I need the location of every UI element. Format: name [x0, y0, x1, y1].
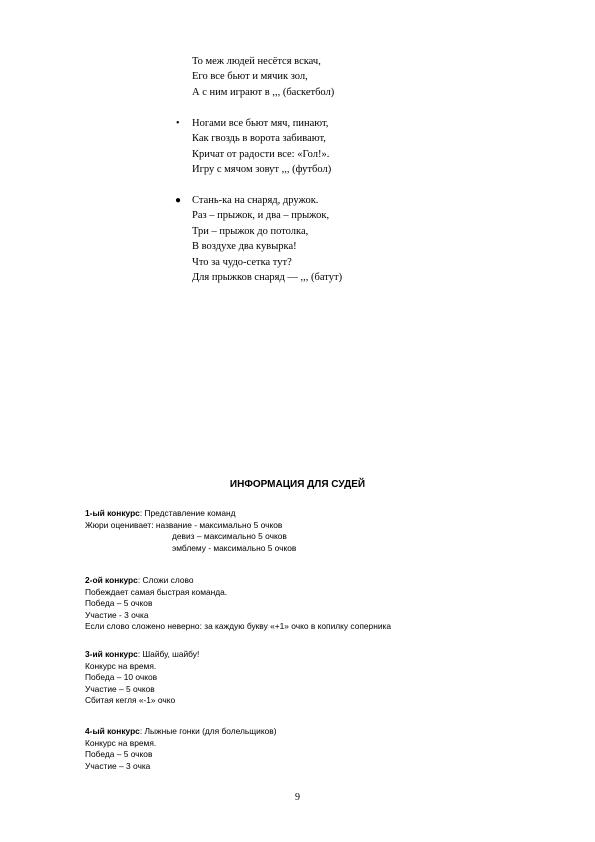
poem-line: Игру с мячом зовут ,,, (футбол): [192, 164, 332, 176]
contest-name: 1-ый конкурс: [85, 508, 140, 518]
contest-heading: 1-ый конкурс: Представление команд: [85, 508, 236, 518]
riddle-trampoline: [192, 193, 342, 285]
poem-line: Как гвоздь в ворота забивают,: [192, 133, 326, 145]
contest-title: Представление команд: [144, 508, 236, 518]
contest-line: Конкурс на время.: [85, 660, 157, 671]
contest-line: Жюри оценивает: название - максимально 5 очков: [85, 519, 283, 530]
poem-line: А с ним играют в ,,, (баскетбол): [192, 86, 335, 98]
contest-title: Лыжные гонки (для болельщиков): [144, 726, 277, 736]
poem-line: Раз – прыжок, и два – прыжок,: [192, 210, 330, 222]
contest-line: Если слово сложено неверно: за каждую букву «+1» очко в копилку соперника: [85, 621, 392, 632]
poem-line: Его все бьют и мячик зол,: [192, 71, 308, 83]
contest-3: [85, 649, 199, 707]
contest-line: Участие – 5 очков: [85, 683, 155, 694]
bullet-icon: •: [176, 118, 180, 129]
poem-line: Кричат от радости все: «Гол!».: [192, 148, 330, 160]
contest-line: Участие - 3 очка: [85, 609, 149, 620]
contest-1: [85, 508, 296, 554]
contest-name: 3-ий конкурс: [85, 649, 138, 659]
contest-line: Конкурс на время.: [85, 737, 157, 748]
contest-heading: 2-ой конкурс: Сложи слово: [85, 575, 194, 585]
contest-line: эмблему - максимально 5 очков: [172, 542, 297, 553]
poem-line: Три – прыжок до потолка,: [192, 225, 309, 237]
contest-4: [85, 726, 277, 772]
contest-line: Побеждает самая быстрая команда.: [85, 586, 228, 597]
poem-line: Что за чудо-сетка тут?: [192, 256, 292, 268]
poem-line: В воздухе два кувырка!: [192, 241, 297, 253]
contest-heading: 3-ий конкурс: Шайбу, шайбу!: [85, 649, 200, 659]
riddle-basketball: [192, 54, 334, 100]
contest-line: Участие – 3 очка: [85, 760, 151, 771]
contest-name: 4-ый конкурс: [85, 726, 140, 736]
poem-line: Ногами все бьют мяч, пинают,: [192, 118, 329, 129]
contest-line: девиз – максимально 5 очков: [172, 531, 287, 542]
poem-line: Для прыжков снаряд — ,,, (батут): [192, 272, 343, 284]
riddle-football: [192, 116, 331, 178]
contest-line: Победа – 5 очков: [85, 598, 153, 609]
contest-line: Победа – 10 очков: [85, 672, 158, 683]
contest-title: Шайбу, шайбу!: [142, 649, 200, 659]
contest-line: Победа – 5 очков: [85, 749, 153, 760]
contest-title: Сложи слово: [142, 575, 194, 585]
poem-line: Стань-ка на снаряд, дружок.: [192, 195, 319, 206]
info-section-title: ИНФОРМАЦИЯ ДЛЯ СУДЕЙ: [229, 479, 366, 490]
contest-heading: 4-ый конкурс: Лыжные гонки (для болельщиков): [85, 726, 277, 736]
bullet-icon: ●: [175, 195, 182, 206]
contest-name: 2-ой конкурс: [85, 575, 138, 585]
poem-line: То меж людей несётся вскач,: [192, 56, 321, 67]
contest-2: [85, 575, 391, 633]
page-number: 9: [295, 792, 300, 803]
contest-line: Сбитая кегля «-1» очко: [85, 695, 176, 706]
